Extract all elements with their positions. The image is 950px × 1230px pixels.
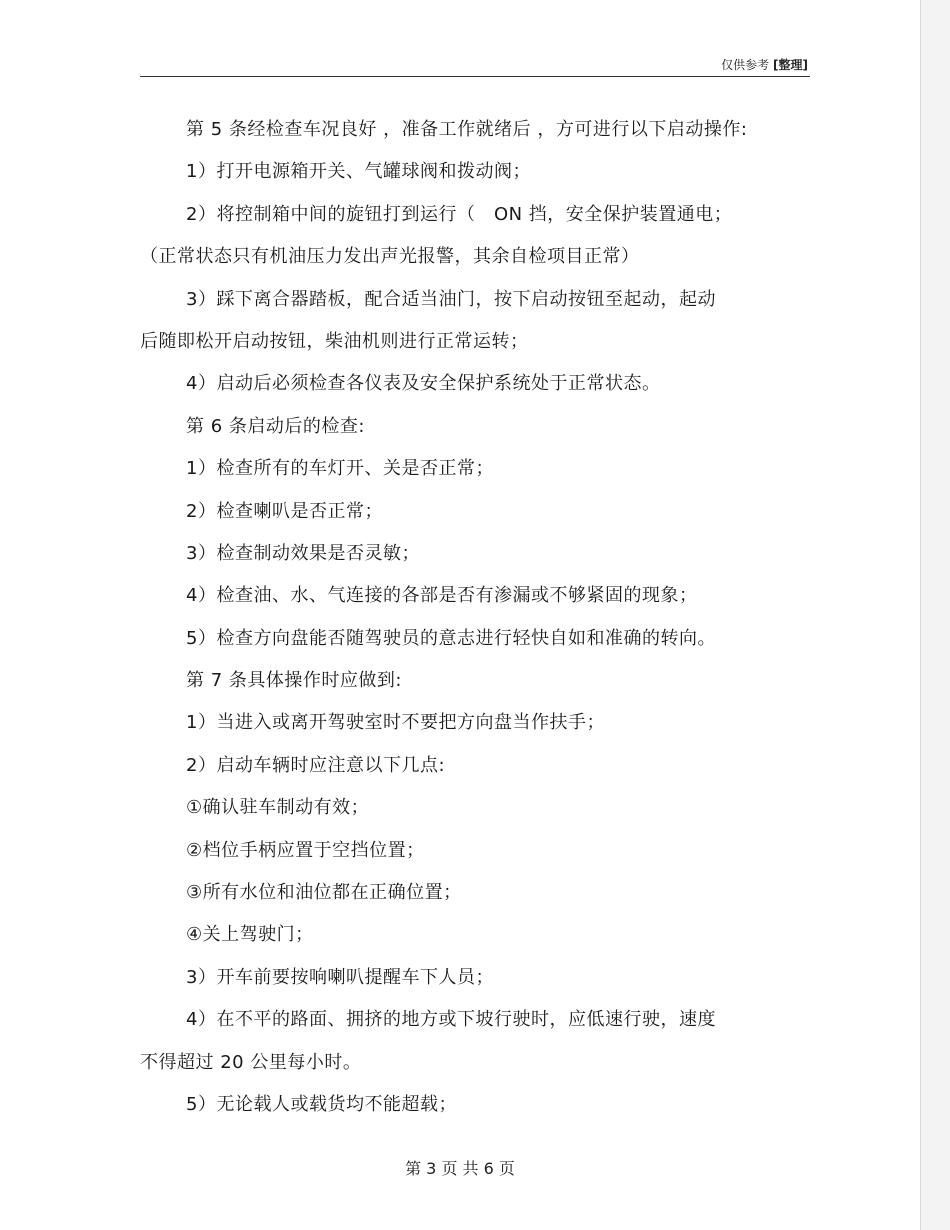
body-line: 第 6 条启动后的检查: [186,415,365,437]
body-line: 不得超过 20 公里每小时。 [140,1051,362,1073]
body-line: 2）将控制箱中间的旋钮打到运行（ ON 挡，安全保护装置通电； [186,203,733,225]
body-line: ①确认驻车制动有效； [186,797,370,819]
header-divider [140,76,810,77]
header-reference-note: 仅供参考 [721,58,770,72]
body-line: 2）检查喇叭是否正常； [186,500,383,522]
body-line: 5）检查方向盘能否随驾驶员的意志进行轻快自如和准确的转向。 [186,627,716,649]
body-line: ④关上驾驶门； [186,924,314,946]
body-line: 3）开车前要按响喇叭提醒车下人员； [186,966,494,988]
body-line: 1）当进入或离开驾驶室时不要把方向盘当作扶手； [186,712,605,734]
body-line: 5）无论载人或载货均不能超载； [186,1093,457,1115]
body-line: 第 5 条经检查车况良好 ，准备工作就绪后 ，方可进行以下启动操作: [186,119,748,140]
body-line: 后随即松开启动按钮，柴油机则进行正常运转； [140,330,529,352]
body-line: 3）踩下离合器踏板，配合适当油门，按下启动按钮至起动，起动 [186,288,716,310]
body-line: ③所有水位和油位都在正确位置； [186,882,462,904]
page-number-footer: 第 3 页 共 6 页 [405,1159,515,1178]
body-line: 第 7 条具体操作时应做到: [186,670,402,692]
body-line: 1）检查所有的车灯开、关是否正常； [186,458,494,480]
body-line: （正常状态只有机油压力发出声光报警，其余自检项目正常） [140,246,640,268]
body-line: 4）检查油、水、气连接的各部是否有渗漏或不够紧固的现象； [186,585,698,607]
body-line: 4）在不平的路面、拥挤的地方或下坡行驶时，应低速行驶，速度 [186,1009,716,1031]
body-line: 3）检查制动效果是否灵敏； [186,542,420,564]
document-body [140,109,810,1126]
body-line: 2）启动车辆时应注意以下几点: [186,754,446,776]
body-line: 4）启动后必须检查各仪表及安全保护系统处于正常状态。 [186,373,661,395]
body-line: ②档位手柄应置于空挡位置； [186,839,425,861]
body-line: 1）打开电源箱开关、气罐球阀和拨动阀； [186,161,531,183]
header-tag: [整理] [773,58,808,72]
page-header [721,56,808,73]
